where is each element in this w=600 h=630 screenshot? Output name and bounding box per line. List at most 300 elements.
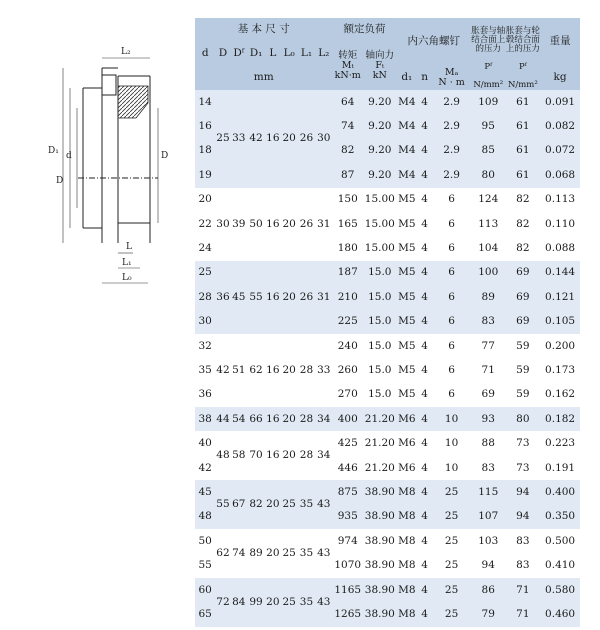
cell-L: 20: [266, 498, 280, 511]
cell-L0: 20: [282, 412, 296, 425]
cell-axial-force: 38.90: [364, 534, 395, 547]
cell-screw-torque: 6: [448, 290, 455, 303]
cell-screw-size: M4: [398, 95, 416, 108]
cell-D: 44: [216, 412, 230, 425]
cell-screw-count: 4: [421, 168, 428, 181]
cell-shaft-pressure: 79: [481, 607, 495, 620]
cell-weight: 0.410: [545, 559, 576, 572]
cell-L0: 20: [282, 290, 296, 303]
cell-screw-size: M8: [398, 583, 416, 596]
header-pf2-symbol: Pᶠ: [519, 61, 527, 72]
cross-section-drawing: [18, 28, 188, 298]
cell-L: 16: [266, 290, 280, 303]
cell-torque: 1070: [334, 559, 362, 572]
cell-weight: 0.182: [545, 412, 576, 425]
header-ma-unit: N · m: [438, 77, 465, 88]
cell-torque: 935: [337, 510, 358, 523]
cell-screw-count: 4: [421, 388, 428, 401]
cell-hub-pressure: 82: [516, 242, 530, 255]
cell-axial-force: 38.90: [364, 485, 395, 498]
cell-screw-size: M4: [398, 120, 416, 133]
cell-axial-force: 38.90: [364, 583, 395, 596]
cell-weight: 0.223: [545, 437, 576, 450]
header-screw-n: n: [421, 71, 428, 84]
cell-shaft-pressure: 94: [481, 559, 495, 572]
cell-screw-count: 4: [421, 363, 428, 376]
cell-L: 16: [266, 132, 280, 145]
cell-screw-size: M5: [398, 193, 416, 206]
cell-screw-count: 4: [421, 193, 428, 206]
cell-screw-torque: 2.9: [443, 168, 460, 181]
cell-screw-count: 4: [421, 315, 428, 328]
header-pf2-unit: N/mm²: [507, 79, 538, 90]
cell-torque: 270: [337, 388, 358, 401]
cell-screw-count: 4: [421, 437, 428, 450]
cell-L1: 26: [299, 290, 314, 303]
cell-axial-force: 15.00: [364, 217, 395, 230]
header-torque-label: 转矩: [338, 50, 358, 62]
cell-D: 25: [216, 132, 230, 145]
cell-L0: 25: [282, 546, 296, 559]
cell-torque: 400: [337, 412, 358, 425]
header-hex-screw: 内六角螺钉: [407, 35, 461, 48]
cell-Df: 51: [232, 363, 246, 376]
cell-torque: 82: [341, 144, 355, 157]
cell-Df: 58: [232, 449, 246, 462]
cell-screw-torque: 10: [444, 412, 459, 425]
cell-screw-size: M6: [398, 437, 416, 450]
cell-shaft-pressure: 104: [478, 242, 499, 255]
cell-torque: 210: [337, 290, 358, 303]
cell-hub-pressure: 71: [516, 607, 530, 620]
header-col-D: D: [218, 47, 228, 60]
header-axial-symbol: Fₜ: [375, 60, 385, 72]
header-basic-dimensions: 基 本 尺 寸: [237, 23, 290, 36]
cell-screw-size: M5: [398, 315, 416, 328]
cell-torque: 225: [337, 315, 358, 328]
cell-L2: 30: [317, 132, 331, 145]
cell-shaft-pressure: 93: [481, 412, 495, 425]
hatched-section: [118, 86, 148, 118]
cell-L2: 34: [317, 449, 331, 462]
cell-d: 40: [198, 437, 212, 450]
cell-screw-torque: 25: [444, 559, 459, 572]
cell-axial-force: 9.20: [368, 120, 392, 133]
label-l0: L₀: [122, 273, 132, 283]
cell-weight: 0.072: [545, 144, 576, 157]
cell-screw-size: M5: [398, 217, 416, 230]
cell-D: 55: [216, 498, 230, 511]
cell-d: 35: [198, 363, 212, 376]
cell-hub-pressure: 80: [516, 412, 530, 425]
cell-torque: 180: [337, 242, 358, 255]
cell-weight: 0.088: [545, 242, 576, 255]
cell-hub-pressure: 82: [516, 217, 530, 230]
cell-screw-size: M8: [398, 607, 416, 620]
cell-torque: 446: [337, 461, 358, 474]
cell-screw-torque: 6: [448, 363, 455, 376]
cell-shaft-pressure: 124: [478, 193, 499, 206]
cell-weight: 0.113: [545, 193, 576, 206]
cell-weight: 0.162: [545, 388, 576, 401]
cell-d: 42: [198, 461, 212, 474]
header-ma-symbol: Mₐ: [444, 67, 459, 79]
cell-L2: 33: [317, 363, 331, 376]
cell-Df: 39: [232, 217, 246, 230]
cell-weight: 0.460: [545, 607, 576, 620]
header-torque: [332, 42, 363, 90]
cell-L1: 28: [299, 412, 314, 425]
label-d-right: D: [161, 151, 169, 161]
cell-Df: 84: [232, 595, 246, 608]
cell-screw-torque: 6: [448, 388, 455, 401]
cell-D: 72: [216, 595, 230, 608]
header-unit-mm: mm: [253, 71, 274, 84]
cell-torque: 87: [341, 168, 355, 181]
cell-hub-pressure: 59: [516, 339, 530, 352]
cell-screw-torque: 6: [448, 193, 455, 206]
cell-D1: 89: [249, 546, 263, 559]
header-pf-unit: N/mm²: [473, 79, 504, 90]
cell-D: 30: [216, 217, 230, 230]
cell-shaft-pressure: 85: [481, 144, 495, 157]
header-sleeve-hub-label: 胀套与轮毂结合面上的压力: [505, 26, 540, 55]
header-rated-load: 额定负荷: [343, 23, 386, 36]
cell-D1: 50: [249, 217, 263, 230]
table-row: [195, 334, 580, 358]
cell-d: 55: [198, 559, 212, 572]
cell-screw-torque: 25: [444, 583, 459, 596]
table-row: [195, 407, 580, 431]
cell-axial-force: 15.0: [368, 315, 392, 328]
cell-hub-pressure: 83: [516, 534, 530, 547]
cell-screw-torque: 2.9: [443, 120, 460, 133]
header-sleeve-shaft-pressure: [471, 18, 506, 90]
cell-weight: 0.580: [545, 583, 576, 596]
cell-L0: 25: [282, 595, 296, 608]
header-col-d: d: [201, 47, 209, 60]
cell-hub-pressure: 59: [516, 388, 530, 401]
header-weight-unit: kg: [553, 71, 567, 84]
label-small-d: d: [66, 151, 72, 161]
cell-screw-size: M5: [398, 266, 416, 279]
cell-shaft-pressure: 69: [481, 388, 495, 401]
cell-screw-torque: 6: [448, 315, 455, 328]
cell-weight: 0.350: [545, 510, 576, 523]
cell-axial-force: 9.20: [368, 168, 392, 181]
cell-axial-force: 9.20: [368, 144, 392, 157]
cell-screw-count: 4: [421, 339, 428, 352]
cell-Df: 45: [232, 290, 246, 303]
cell-shaft-pressure: 109: [478, 95, 499, 108]
cell-shaft-pressure: 86: [481, 583, 495, 596]
header-axial-force: [363, 42, 397, 90]
cell-screw-size: M4: [398, 144, 416, 157]
cell-shaft-pressure: 113: [478, 217, 499, 230]
cell-weight: 0.500: [545, 534, 576, 547]
cell-hub-pressure: 61: [516, 168, 530, 181]
cell-D1: 62: [249, 363, 263, 376]
cell-d: 65: [198, 607, 212, 620]
cell-shaft-pressure: 77: [481, 339, 495, 352]
cell-hub-pressure: 61: [516, 95, 530, 108]
header-screw-ma: [432, 66, 471, 90]
cell-screw-torque: 10: [444, 437, 459, 450]
cell-d: 36: [198, 388, 212, 401]
cell-screw-count: 4: [421, 217, 428, 230]
header-pf-symbol: Pᶠ: [484, 61, 493, 72]
cell-axial-force: 21.20: [364, 461, 395, 474]
cell-d: 24: [198, 242, 212, 255]
cell-torque: 1265: [334, 607, 362, 620]
cell-screw-count: 4: [421, 120, 428, 133]
cell-axial-force: 15.00: [364, 242, 395, 255]
cell-screw-count: 4: [421, 534, 428, 547]
header-col-L: L: [269, 47, 277, 60]
cell-d: 45: [198, 485, 212, 498]
cell-torque: 240: [337, 339, 358, 352]
cell-weight: 0.082: [545, 120, 576, 133]
cell-torque: 150: [337, 193, 358, 206]
cell-shaft-pressure: 83: [481, 315, 495, 328]
cell-hub-pressure: 82: [516, 193, 530, 206]
cell-axial-force: 15.0: [368, 290, 392, 303]
cell-screw-size: M8: [398, 485, 416, 498]
cell-screw-size: M6: [398, 461, 416, 474]
cell-shaft-pressure: 71: [481, 363, 495, 376]
cell-torque: 425: [337, 437, 358, 450]
cell-D1: 70: [249, 449, 263, 462]
cell-L1: 35: [299, 595, 314, 608]
header-axial-label: 轴向力: [365, 50, 395, 62]
cell-screw-size: M4: [398, 168, 416, 181]
cell-torque: 74: [341, 120, 355, 133]
cell-d: 50: [198, 534, 212, 547]
header-axial-unit: kN: [372, 69, 387, 81]
cell-D: 36: [216, 290, 230, 303]
cell-shaft-pressure: 95: [481, 120, 495, 133]
cell-Df: 74: [232, 546, 246, 559]
table-row: [195, 261, 580, 285]
cell-screw-size: M5: [398, 290, 416, 303]
cell-L2: 43: [317, 595, 331, 608]
header-weight: 重量: [549, 35, 571, 48]
cell-d: 16: [198, 120, 212, 133]
cell-hub-pressure: 73: [516, 461, 530, 474]
label-d: D: [56, 176, 64, 186]
table-row: [195, 188, 580, 212]
cell-screw-torque: 6: [448, 339, 455, 352]
cell-screw-size: M5: [398, 363, 416, 376]
cell-shaft-pressure: 89: [481, 290, 495, 303]
header-torque-symbol: Mₜ: [341, 60, 354, 72]
cell-screw-torque: 25: [444, 485, 459, 498]
cell-hub-pressure: 69: [516, 290, 530, 303]
cell-d: 38: [198, 412, 212, 425]
cell-axial-force: 15.0: [368, 339, 392, 352]
cell-torque: 260: [337, 363, 358, 376]
cell-screw-count: 4: [421, 485, 428, 498]
table-row: [195, 431, 580, 455]
cell-screw-size: M5: [398, 388, 416, 401]
cell-L: 20: [266, 546, 280, 559]
cell-axial-force: 38.90: [364, 510, 395, 523]
cell-axial-force: 15.0: [368, 388, 392, 401]
cell-screw-size: M8: [398, 534, 416, 547]
cell-torque: 974: [337, 534, 358, 547]
cell-shaft-pressure: 88: [481, 437, 495, 450]
cell-D: 42: [216, 363, 230, 376]
table-row: [195, 90, 580, 114]
cell-shaft-pressure: 107: [478, 510, 499, 523]
cell-torque: 187: [337, 266, 358, 279]
cell-L1: 35: [299, 498, 314, 511]
table-body: [195, 90, 580, 627]
cell-shaft-pressure: 80: [481, 168, 495, 181]
cell-axial-force: 15.0: [368, 266, 392, 279]
cell-shaft-pressure: 100: [478, 266, 499, 279]
cell-weight: 0.191: [545, 461, 576, 474]
cell-axial-force: 15.0: [368, 363, 392, 376]
cell-L1: 35: [299, 546, 314, 559]
cell-L1: 26: [299, 132, 314, 145]
cell-screw-size: M8: [398, 559, 416, 572]
cell-L2: 31: [317, 290, 331, 303]
cell-screw-torque: 25: [444, 607, 459, 620]
cell-screw-count: 4: [421, 510, 428, 523]
cell-hub-pressure: 59: [516, 363, 530, 376]
table-row: [195, 480, 580, 504]
header-sleeve-shaft-label: 胀套与轴结合面上的压力: [471, 26, 506, 55]
cell-L2: 31: [317, 217, 331, 230]
cell-d: 19: [198, 168, 212, 181]
cell-screw-torque: 25: [444, 534, 459, 547]
cell-axial-force: 21.20: [364, 437, 395, 450]
cell-L1: 26: [299, 217, 314, 230]
cell-hub-pressure: 61: [516, 144, 530, 157]
cell-Df: 33: [232, 132, 246, 145]
cell-hub-pressure: 73: [516, 437, 530, 450]
cell-L: 16: [266, 217, 280, 230]
cell-hub-pressure: 94: [516, 485, 530, 498]
cell-d: 48: [198, 510, 212, 523]
cell-torque: 165: [337, 217, 358, 230]
cell-shaft-pressure: 103: [478, 534, 499, 547]
cell-L: 16: [266, 363, 280, 376]
cell-d: 32: [198, 339, 212, 352]
cell-screw-torque: 6: [448, 242, 455, 255]
cell-screw-count: 4: [421, 559, 428, 572]
cell-axial-force: 9.20: [368, 95, 392, 108]
cell-L1: 28: [299, 449, 314, 462]
header-col-D1: D₁: [249, 47, 263, 60]
cell-screw-count: 4: [421, 412, 428, 425]
screw-head: [102, 75, 116, 95]
cell-screw-count: 4: [421, 583, 428, 596]
cell-axial-force: 38.90: [364, 607, 395, 620]
cell-d: 14: [198, 95, 212, 108]
cell-D1: 42: [249, 132, 263, 145]
cell-hub-pressure: 69: [516, 266, 530, 279]
cell-weight: 0.200: [545, 339, 576, 352]
cell-screw-size: M5: [398, 242, 416, 255]
cell-screw-torque: 6: [448, 217, 455, 230]
header-torque-unit: kN·m: [334, 69, 361, 81]
cell-D: 62: [216, 546, 230, 559]
cell-shaft-pressure: 83: [481, 461, 495, 474]
cell-screw-size: M5: [398, 339, 416, 352]
cell-L0: 25: [282, 498, 296, 511]
cell-d: 60: [198, 583, 212, 596]
cell-d: 18: [198, 144, 212, 157]
cell-d: 25: [198, 266, 212, 279]
cell-axial-force: 38.90: [364, 559, 395, 572]
cell-L: 20: [266, 595, 280, 608]
cell-L2: 34: [317, 412, 331, 425]
cell-weight: 0.144: [545, 266, 576, 279]
cell-hub-pressure: 69: [516, 315, 530, 328]
cell-hub-pressure: 83: [516, 559, 530, 572]
cell-L0: 20: [282, 449, 296, 462]
header-col-L2: L₂: [318, 47, 330, 60]
cell-hub-pressure: 61: [516, 120, 530, 133]
cell-L0: 20: [282, 217, 296, 230]
cell-hub-pressure: 94: [516, 510, 530, 523]
cell-L0: 20: [282, 132, 296, 145]
label-l1: L₁: [122, 258, 132, 268]
cell-D1: 55: [249, 290, 263, 303]
cell-screw-count: 4: [421, 461, 428, 474]
cell-d: 30: [198, 315, 212, 328]
cell-weight: 0.121: [545, 290, 576, 303]
header-col-L1: L₁: [300, 47, 313, 60]
cell-screw-size: M8: [398, 510, 416, 523]
cell-screw-count: 4: [421, 290, 428, 303]
label-d1: D₁: [48, 146, 59, 156]
cell-shaft-pressure: 115: [478, 485, 499, 498]
cell-screw-size: M6: [398, 412, 416, 425]
cell-torque: 1165: [334, 583, 362, 596]
expansion-sleeve-spec-table: [195, 18, 580, 627]
cell-weight: 0.110: [545, 217, 576, 230]
header-screw-d1: d₁: [401, 71, 413, 84]
cell-L: 16: [266, 449, 280, 462]
cell-D1: 66: [249, 412, 263, 425]
header-sleeve-hub-pressure: [506, 18, 541, 90]
cell-weight: 0.400: [545, 485, 576, 498]
table-row: [195, 578, 580, 602]
cell-d: 20: [198, 193, 212, 206]
cell-screw-torque: 10: [444, 461, 459, 474]
cell-L1: 28: [299, 363, 314, 376]
cell-weight: 0.068: [545, 168, 576, 181]
cell-weight: 0.091: [545, 95, 576, 108]
cell-axial-force: 15.00: [364, 193, 395, 206]
cell-Df: 67: [232, 498, 246, 511]
header-col-L0: L₀: [283, 47, 295, 60]
cell-Df: 54: [232, 412, 246, 425]
cell-L: 16: [266, 412, 280, 425]
cell-D1: 82: [249, 498, 263, 511]
label-l2: L₂: [121, 47, 131, 57]
header-col-Df: Dᶠ: [233, 47, 245, 60]
cell-L2: 43: [317, 546, 331, 559]
label-l: L: [126, 242, 132, 252]
cell-D: 48: [216, 449, 230, 462]
cell-d: 28: [198, 290, 212, 303]
cell-screw-torque: 2.9: [443, 95, 460, 108]
cell-screw-count: 4: [421, 144, 428, 157]
